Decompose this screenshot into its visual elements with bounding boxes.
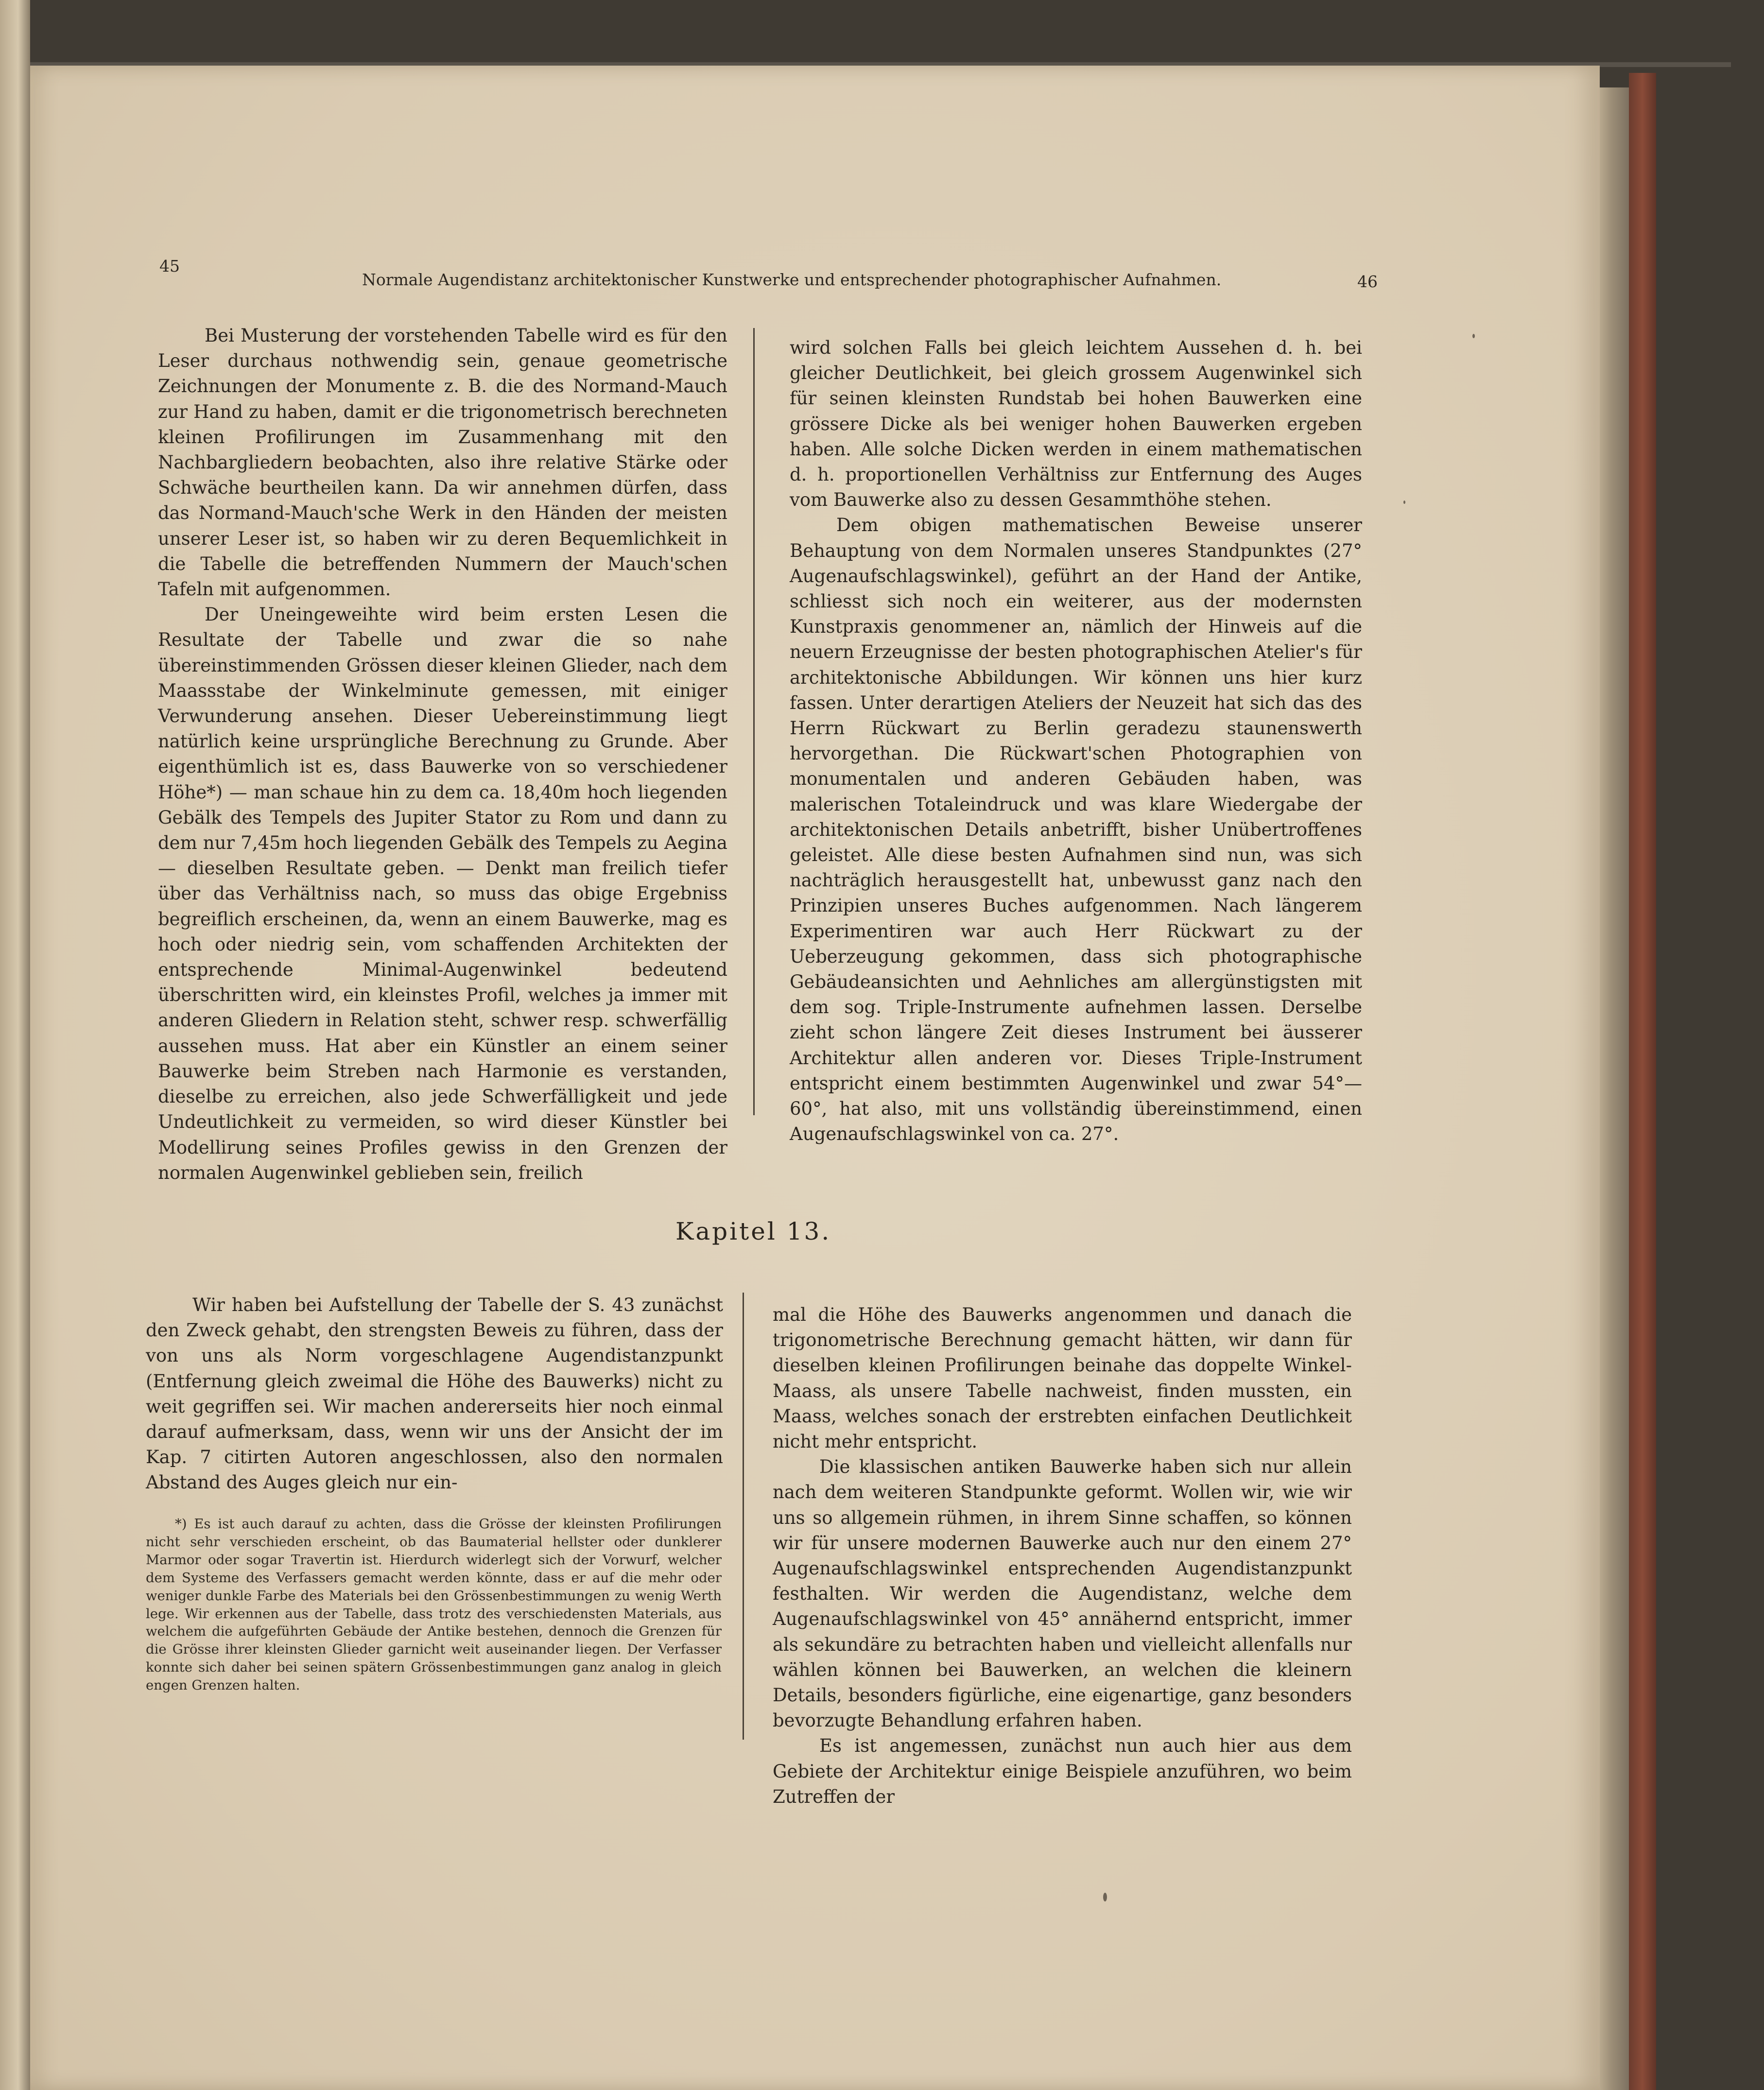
page-stack-edge [1600, 87, 1629, 2090]
column-rule [743, 1293, 744, 1740]
paper-speck [1403, 501, 1405, 504]
footnote-text: *) Es ist auch darauf zu achten, dass die Grösse der kleinsten Profilirungen nicht sehr verschieden erscheint, ob das Baumaterial hellster oder dunklerer Marmor oder sogar Travertin ist. Hierdurch widerlegt sich der Vorwurf, welcher dem Systeme des Verfassers gemacht werden könnte, dass er auf die mehr oder weniger dunkle Farbe des Materials bei den Grössenbestimmungen zu wenig Werth lege. Wir erkennen aus der Tabelle, dass trotz des verschiedensten Materials, aus welchem die aufgeführten Gebäude der Antike bestehen, dennoch die Grenzen für die Grösse ihrer kleinsten Glieder garnicht weit auseinander liegen. Der Verfasser konnte sich daher bei seinen spätern Grössenbestimmungen ganz analog in gleich engen Grenzen halten. [146, 1516, 722, 1693]
paragraph: Es ist angemessen, zunächst nun auch hier aus dem Gebiete der Architektur einige Beispiele anzuführen, wo beim Zutreffen der [773, 1735, 1352, 1807]
bottom-left-column [146, 1293, 723, 1496]
bottom-right-column [773, 1302, 1352, 1810]
paragraph: mal die Höhe des Bauwerks angenommen und danach die trigonometrische Berechnung gemacht hätten, wir dann für dieselben kleinen Profilirungen beinahe das doppelte Winkel-Maass, als unsere Tabelle nachweist, finden mussten, ein Maass, welches sonach der erstrebten einfachen Deutlichkeit nicht mehr entspricht. [773, 1304, 1352, 1452]
paragraph: Die klassischen antiken Bauwerke haben sich nur allein nach dem weiteren Standpunkte geformt. Wollen wir, wie wir uns so allgemein rühmen, in ihrem Sinne schaffen, so können wir für unsere modernen Bauwerke auch nur den einem 27° Augenaufschlagswinkel entsprechenden Augendistanzpunkt festhalten. Wir werden die Augendistanz, welche dem Augenaufschlagswinkel von 45° annähernd entspricht, immer als sekundäre zu betrachten haben und vielleicht allenfalls nur wählen können bei Bauwerken, an welchen die kleinern Details, besonders figürliche, eine eigenartige, ganz besonders bevorzugte Behandlung erfahren haben. [773, 1456, 1352, 1731]
paragraph: Wir haben bei Aufstellung der Tabelle der S. 43 zunächst den Zweck gehabt, den strengsten Beweis zu führen, dass der von uns als Norm vorgeschlagene Augendistanzpunkt (Entfernung gleich zweimal die Höhe des Bauwerks) nicht zu weit gegriffen sei. Wir machen andererseits hier noch einmal darauf aufmerksam, dass, wenn wir uns der Ansicht der im Kap. 7 citirten Autoren angeschlossen, also den normalen Abstand des Auges gleich nur ein- [146, 1295, 723, 1493]
footnote [146, 1515, 722, 1694]
paragraph: wird solchen Falls bei gleich leichtem Aussehen d. h. bei gleicher Deutlichkeit, bei gleich grossem Augenwinkel sich für seinen kleinsten Rundstab bei hohen Bauwerken eine grössere Dicke als bei weniger hohen Bauwerken ergeben haben. Alle solche Dicken werden in einem mathematischen d. h. proportionellen Verhältniss zur Entfernung des Auges vom Bauwerke also zu dessen Gesammthöhe stehen. [790, 337, 1362, 511]
book-cover-edge [1629, 73, 1656, 2090]
paragraph: Dem obigen mathematischen Beweise unserer Behauptung von dem Normalen unseres Standpunktes (27° Augenaufschlagswinkel), geführt an der Hand der Antike, schliesst sich noch ein weiterer, aus der modernsten Kunstpraxis genommener an, nämlich der Hinweis auf die neuern Erzeugnisse der besten photographischen Atelier's für architektonische Abbildungen. Wir können uns hier kurz fassen. Unter derartigen Ateliers der Neuzeit hat sich das des Herrn Rückwart zu Berlin geradezu staunenswerth hervorgethan. Die Rückwart'schen Photographien von monumentalen und anderen Gebäuden haben, was malerischen Totaleindruck und was klare Wiedergabe der architektonischen Details anbetrifft, bisher Unübertroffenes geleistet. Alle diese besten Aufnahmen sind nun, was sich nachträglich herausgestellt hat, unbewusst ganz nach den Prinzipien unseres Buches aufgenommen. Nach längerem Experimentiren war auch Herr Rückwart zu der Ueberzeugung gekommen, dass sich photographische Gebäudeansichten und Aehnliches am allergünstigsten mit dem sog. Triple-Instrumente aufnehmen lassen. Derselbe zieht schon längere Zeit dieses Instrument bei äusserer Architektur allen anderen vor. Dieses Triple-Instrument entspricht einem bestimmten Augenwinkel und zwar 54°—60°, hat also, mit uns vollständig übereinstimmend, einen Augenaufschlagswinkel von ca. 27°. [790, 515, 1362, 1145]
chapter-heading: Kapitel 13. [675, 1217, 831, 1245]
top-right-column [790, 335, 1362, 1147]
column-rule [753, 328, 755, 1115]
previous-page-edge [0, 0, 30, 2090]
paper-speck [1103, 1893, 1107, 1901]
paragraph: Der Uneingeweihte wird beim ersten Lesen die Resultate der Tabelle und zwar die so nahe übereinstimmenden Grössen dieser kleinen Glieder, nach dem Maassstabe der Winkelminute gemessen, mit einiger Verwunderung ansehen. Dieser Uebereinstimmung liegt natürlich keine ursprüngliche Berechnung zu Grunde. Aber eigenthümlich ist es, dass Bauwerke von so verschiedener Höhe*) — man schaue hin zu dem ca. 18,40m hoch liegenden Gebälk des Tempels des Jupiter Stator zu Rom und dann zu dem nur 7,45m hoch liegenden Gebälk des Tempels zu Aegina — dieselben Resultate geben. — Denkt man freilich tiefer über das Verhältniss nach, so muss das obige Ergebniss begreiflich erscheinen, da, wenn an einem Bauwerke, mag es hoch oder niedrig sein, vom schaffenden Architekten der entsprechende Minimal-Augenwinkel bedeutend überschritten wird, ein kleinstes Profil, welches ja immer mit anderen Gliedern in Relation steht, schwer resp. schwerfällig aussehen muss. Hat aber ein Künstler an einem seiner Bauwerke beim Streben nach Harmonie es verstanden, dieselbe zu erreichen, also jede Schwerfälligkeit und jede Undeutlichkeit zu vermeiden, so wird dieser Künstler bei Modellirung seines Profiles gewiss in den Grenzen der normalen Augenwinkel geblieben sein, freilich [158, 604, 727, 1183]
top-left-column [158, 323, 727, 1186]
left-page-number: 45 [159, 257, 180, 276]
running-title: Normale Augendistanz architektonischer Kunstwerke und entsprechender photographischer Aufnahmen. [362, 270, 1222, 289]
paper-speck [1472, 334, 1475, 338]
paragraph: Bei Musterung der vorstehenden Tabelle wird es für den Leser durchaus nothwendig sein, genaue geometrische Zeichnungen der Monumente z. B. die des Normand-Mauch zur Hand zu haben, damit er die trigonometrisch berechneten kleinen Profilirungen im Zusammenhang mit den Nachbargliedern beobachten, also ihre relative Stärke oder Schwäche beurtheilen kann. Da wir annehmen dürfen, dass das Normand-Mauch'sche Werk in den Händen der meisten unserer Leser ist, so haben wir zu deren Bequemlichkeit in die Tabelle die betreffenden Nummern der Mauch'schen Tafeln mit aufgenommen. [158, 325, 727, 600]
right-page-number: 46 [1357, 272, 1378, 291]
